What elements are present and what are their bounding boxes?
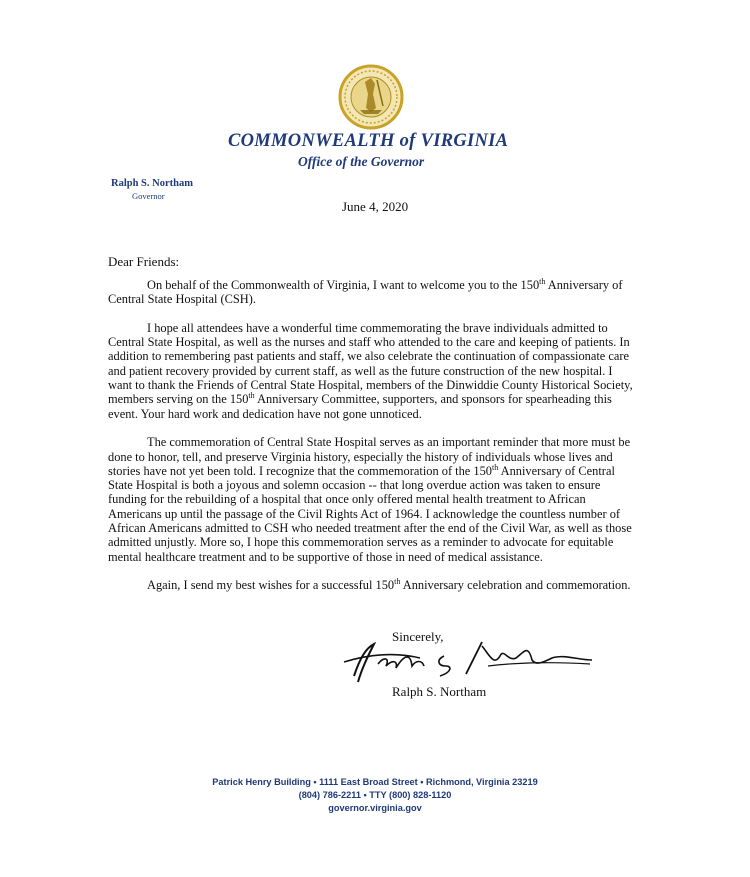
body-paragraph: Again, I send my best wishes for a successful 150th Anniversary celebration and commemoration. <box>147 577 631 593</box>
governor-name: Ralph S. Northam <box>111 178 193 189</box>
body-paragraph: I hope all attendees have a wonderful time commemorating the brave individuals admitted to Central State Hospital, as well as the nurses and staff who attended to the care and keeping of patients. In addition to remembering past patients and staff, we also celebrate the continuation of compassionate care and patient recovery provided by current staff, as well as the future construction of the new hospital. I want to thank the Friends of Central State Hospital, members of the Dinwiddie County Historical Society, members serving on the 150th Anniversary Committee, supporters, and sponsors for spearheading this event. Your hard work and dedication have not gone unnoticed. <box>108 320 633 421</box>
salutation: Dear Friends: <box>108 254 180 269</box>
letterhead-office: Office of the Governor <box>298 154 425 169</box>
footer-website[interactable]: governor.virginia.gov <box>328 803 422 813</box>
footer <box>175 776 575 815</box>
footer-address: Patrick Henry Building • 1111 East Broad Street • Richmond, Virginia 23219 <box>212 777 538 787</box>
letter-date: June 4, 2020 <box>342 199 409 214</box>
footer-phone: (804) 786-2211 • TTY (800) 828-1120 <box>298 790 452 800</box>
letter-body <box>108 278 636 607</box>
body-paragraph: On behalf of the Commonwealth of Virginia, I want to welcome you to the 150th Anniversary of Central State Hospital (CSH). <box>108 276 623 307</box>
handwritten-signature <box>340 636 595 686</box>
governor-title: Governor <box>132 191 165 201</box>
virginia-state-seal-icon <box>338 64 404 130</box>
letterhead-org-name: COMMONWEALTH of VIRGINIA <box>228 131 509 151</box>
closing: Sincerely, <box>392 629 444 644</box>
body-paragraph: The commemoration of Central State Hospital serves as an important reminder that more must be done to honor, tell, and preserve Virginia history, especially the history of individuals whose lives and stories have not yet been told. I recognize that the commemoration of the 150th Anniversary of Central State Hospital is both a joyous and solemn occasion -- that long overdue action was taken to ensure funding for the rebuilding of a hospital that once only offered mental health treatment to African Americans up until the passage of the Civil Rights Act of 1964. I acknowledge the countless number of African Americans admitted to CSH who needed treatment after the end of the Civil War, as well as those admitted unjustly. More so, I hope this commemoration serves as a reminder to advocate for equitable mental healthcare treatment and to be supportive of those in need of medical assistance. <box>108 435 632 564</box>
signer-name: Ralph S. Northam <box>392 684 487 699</box>
